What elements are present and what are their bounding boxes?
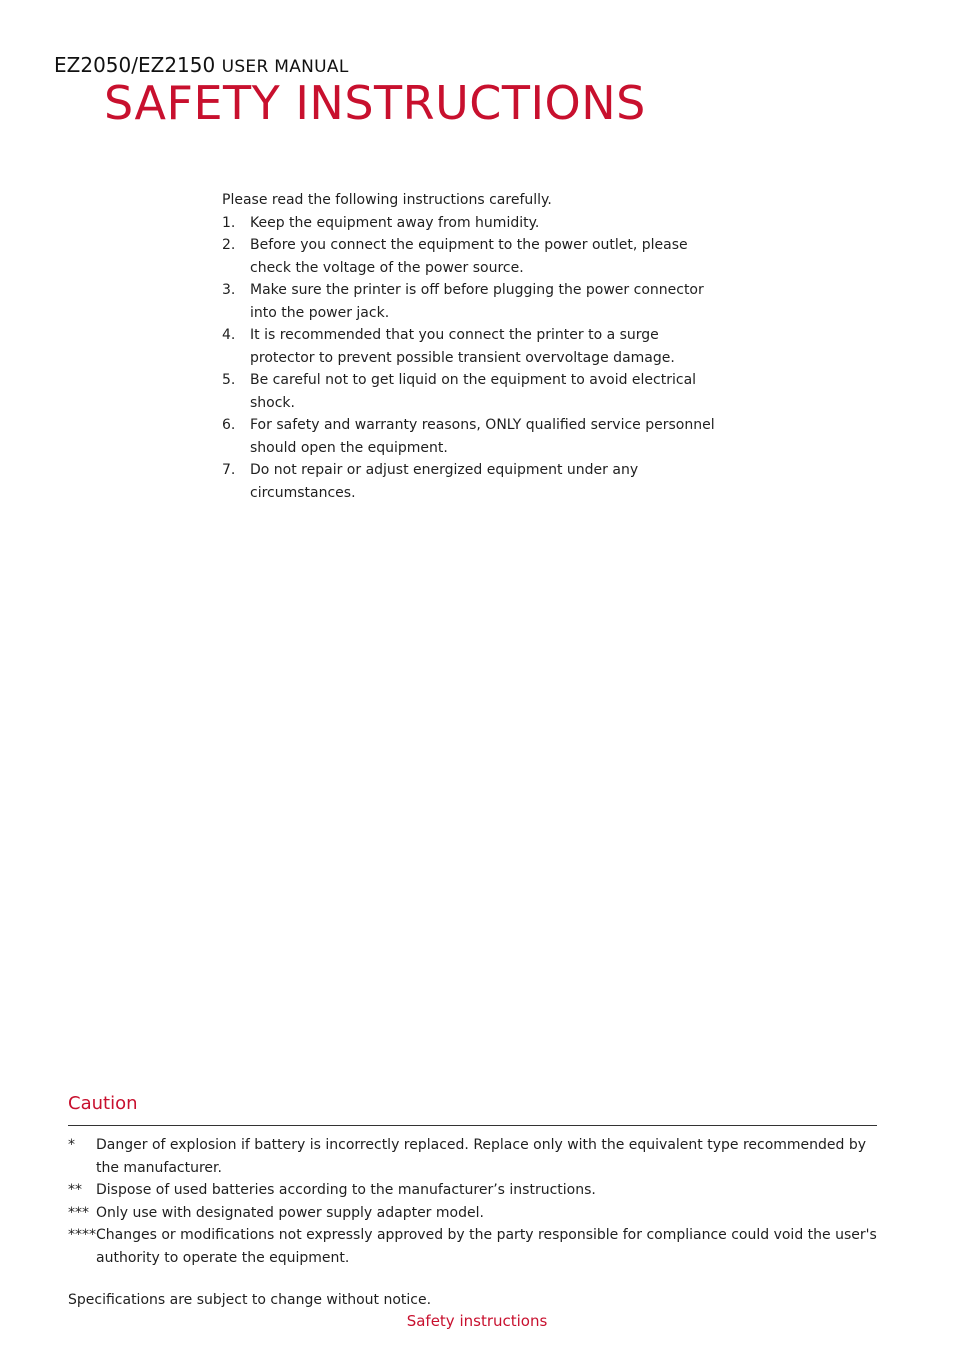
caution-item xyxy=(68,1224,878,1269)
caution-item xyxy=(68,1134,878,1179)
page-title: SAFETY INSTRUCTIONS xyxy=(104,76,646,130)
item-number: 7. xyxy=(222,462,236,478)
caution-item xyxy=(68,1179,878,1202)
item-text: Make sure the printer is off before plugging the power connector into the power jack. xyxy=(250,282,704,321)
list-item xyxy=(222,459,722,504)
specifications-note: Specifications are subject to change without notice. xyxy=(68,1292,432,1308)
model-name: EZ2050/EZ2150 xyxy=(54,53,216,77)
item-number: 2. xyxy=(222,237,236,253)
list-item xyxy=(222,369,722,414)
footer-section-label: Safety instructions xyxy=(406,1312,548,1330)
item-number: 3. xyxy=(222,282,236,298)
caution-text: Danger of explosion if battery is incorrectly replaced. Replace only with the equivalent type recommended by the manufacturer. xyxy=(96,1137,867,1176)
caution-list xyxy=(68,1134,878,1269)
item-number: 4. xyxy=(222,327,236,343)
caution-heading: Caution xyxy=(68,1093,138,1114)
item-text: Before you connect the equipment to the power outlet, please check the voltage of the power source. xyxy=(250,237,688,276)
caution-item xyxy=(68,1202,878,1225)
caution-text: Only use with designated power supply adapter model. xyxy=(96,1204,484,1221)
caution-mark: *** xyxy=(68,1204,89,1221)
list-item xyxy=(222,414,722,459)
caution-divider xyxy=(68,1125,877,1126)
item-text: Be careful not to get liquid on the equipment to avoid electrical shock. xyxy=(250,372,697,411)
manual-label: USER MANUAL xyxy=(221,57,349,77)
caution-text: Dispose of used batteries according to the manufacturer’s instructions. xyxy=(96,1182,596,1198)
list-item xyxy=(222,234,722,279)
item-number: 6. xyxy=(222,417,236,433)
list-item xyxy=(222,279,722,324)
caution-mark: * xyxy=(68,1137,75,1153)
item-text: Keep the equipment away from humidity. xyxy=(250,214,540,231)
item-text: It is recommended that you connect the printer to a surge protector to prevent possible transient overvoltage damage. xyxy=(250,327,675,366)
item-text: For safety and warranty reasons, ONLY qualified service personnel should open the equipment. xyxy=(250,417,715,456)
instructions-list xyxy=(222,212,722,505)
caution-text: Changes or modifications not expressly approved by the party responsible for compliance could void the user's authority to operate the equipment. xyxy=(96,1227,877,1266)
item-number: 1. xyxy=(222,214,236,231)
caution-mark: ** xyxy=(68,1182,82,1198)
list-item xyxy=(222,212,722,235)
document-header xyxy=(54,53,349,77)
list-item xyxy=(222,324,722,369)
instructions-section xyxy=(222,189,722,504)
item-number: 5. xyxy=(222,372,236,388)
item-text: Do not repair or adjust energized equipment under any circumstances. xyxy=(250,462,639,501)
caution-mark: **** xyxy=(68,1227,96,1243)
instructions-intro: Please read the following instructions carefully. xyxy=(222,192,552,208)
